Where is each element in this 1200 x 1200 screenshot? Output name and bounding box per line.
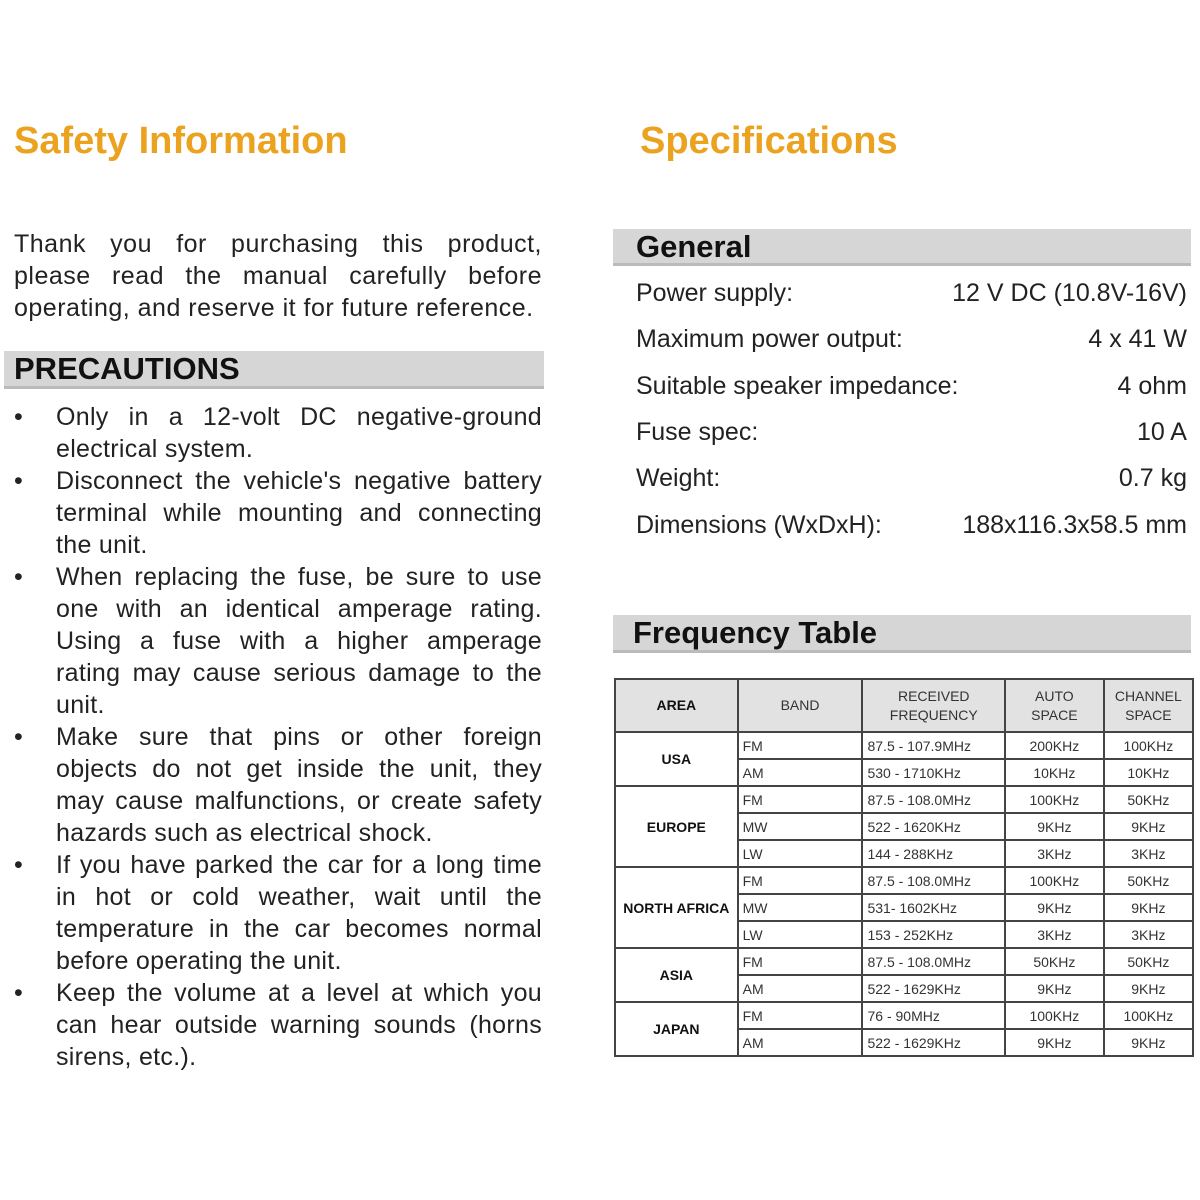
channel-space-cell: 9KHz	[1104, 894, 1193, 921]
frequency-cell: 531- 1602KHz	[862, 894, 1005, 921]
band-cell: FM	[738, 786, 863, 813]
frequency-table	[614, 678, 1194, 1057]
table-row	[615, 867, 1193, 894]
frequency-cell: 87.5 - 107.9MHz	[862, 732, 1005, 759]
column-header: BAND	[738, 679, 863, 732]
bullet-icon: •	[14, 979, 24, 1007]
auto-space-cell: 10KHz	[1005, 759, 1104, 786]
column-header: CHANNEL SPACE	[1104, 679, 1193, 732]
band-cell: LW	[738, 921, 863, 948]
band-cell: AM	[738, 975, 863, 1002]
channel-space-cell: 10KHz	[1104, 759, 1193, 786]
frequency-cell: 87.5 - 108.0MHz	[862, 867, 1005, 894]
band-cell: FM	[738, 948, 863, 975]
channel-space-cell: 9KHz	[1104, 1029, 1193, 1056]
precaution-item	[14, 401, 542, 465]
spec-label: Dimensions (WxDxH):	[636, 510, 882, 539]
column-header: AREA	[615, 679, 738, 732]
area-cell: JAPAN	[615, 1002, 738, 1056]
precautions-list	[14, 401, 542, 1073]
precaution-item	[14, 977, 542, 1073]
auto-space-cell: 9KHz	[1005, 1029, 1104, 1056]
channel-space-cell: 100KHz	[1104, 732, 1193, 759]
precaution-item	[14, 465, 542, 561]
frequency-cell: 530 - 1710KHz	[862, 759, 1005, 786]
frequency-cell: 76 - 90MHz	[862, 1002, 1005, 1029]
spec-value: 12 V DC (10.8V-16V)	[952, 279, 1187, 307]
spec-label: Fuse spec:	[636, 417, 759, 446]
frequency-cell: 522 - 1620KHz	[862, 813, 1005, 840]
frequency-cell: 87.5 - 108.0MHz	[862, 948, 1005, 975]
precaution-text: If you have parked the car for a long time in hot or cold weather, wait until the temperature in the car becomes normal before operating the unit.	[56, 851, 542, 975]
spec-value: 0.7 kg	[1118, 464, 1187, 493]
spec-row	[636, 325, 1187, 354]
table-row	[615, 786, 1193, 813]
channel-space-cell: 100KHz	[1104, 1002, 1193, 1029]
channel-space-cell: 9KHz	[1104, 975, 1193, 1002]
channel-space-cell: 50KHz	[1104, 786, 1193, 813]
precaution-text: Make sure that pins or other foreign objects do not get inside the unit, they may cause malfunctions, or create safety hazards such as electrical shock.	[56, 723, 542, 847]
auto-space-cell: 9KHz	[1005, 975, 1104, 1002]
frequency-cell: 522 - 1629KHz	[862, 1029, 1005, 1056]
spec-row	[636, 464, 1187, 493]
spec-value: 4 x 41 W	[1088, 325, 1187, 354]
area-cell: ASIA	[615, 948, 738, 1002]
band-cell: FM	[738, 732, 863, 759]
spec-value: 188x116.3x58.5 mm	[962, 510, 1187, 539]
auto-space-cell: 50KHz	[1005, 948, 1104, 975]
channel-space-cell: 50KHz	[1104, 867, 1193, 894]
auto-space-cell: 9KHz	[1005, 894, 1104, 921]
area-cell: NORTH AFRICA	[615, 867, 738, 948]
frequency-cell: 153 - 252KHz	[862, 921, 1005, 948]
frequency-cell: 522 - 1629KHz	[862, 975, 1005, 1002]
precaution-item	[14, 849, 542, 977]
frequency-table-heading: Frequency Table	[613, 615, 1191, 653]
precaution-item	[14, 561, 542, 721]
channel-space-cell: 3KHz	[1104, 921, 1193, 948]
column-header: RECEIVED FREQUENCY	[862, 679, 1005, 732]
precautions-heading: PRECAUTIONS	[4, 351, 544, 389]
spec-label: Power supply:	[636, 279, 794, 307]
precaution-item	[14, 721, 542, 849]
frequency-cell: 87.5 - 108.0MHz	[862, 786, 1005, 813]
spec-row	[636, 511, 1187, 540]
channel-space-cell: 3KHz	[1104, 840, 1193, 867]
table-row	[615, 948, 1193, 975]
bullet-icon: •	[14, 563, 24, 591]
spec-row	[636, 279, 1187, 308]
band-cell: AM	[738, 759, 863, 786]
spec-value: 10 A	[1136, 417, 1187, 446]
band-cell: MW	[738, 813, 863, 840]
auto-space-cell: 9KHz	[1005, 813, 1104, 840]
intro-text: Thank you for purchasing this product, please read the manual carefully before operating, and reserve it for future reference.	[14, 230, 542, 322]
bullet-icon: •	[14, 851, 24, 879]
band-cell: MW	[738, 894, 863, 921]
auto-space-cell: 100KHz	[1005, 786, 1104, 813]
band-cell: FM	[738, 867, 863, 894]
frequency-cell: 144 - 288KHz	[862, 840, 1005, 867]
spec-row	[636, 372, 1187, 401]
safety-title: Safety Information	[14, 120, 348, 162]
general-heading: General	[613, 229, 1191, 266]
auto-space-cell: 3KHz	[1005, 921, 1104, 948]
column-header: AUTO SPACE	[1005, 679, 1104, 732]
precaution-text: Keep the volume at a level at which you can hear outside warning sounds (horns sirens, etc.).	[56, 979, 542, 1071]
auto-space-cell: 100KHz	[1005, 1002, 1104, 1029]
spec-label: Weight:	[636, 464, 721, 493]
table-row	[615, 1002, 1193, 1029]
channel-space-cell: 50KHz	[1104, 948, 1193, 975]
auto-space-cell: 200KHz	[1005, 732, 1104, 759]
bullet-icon: •	[14, 467, 24, 495]
spec-label: Maximum power output:	[636, 325, 903, 354]
bullet-icon: •	[14, 403, 24, 431]
spec-label: Suitable speaker impedance:	[636, 371, 959, 400]
area-cell: EUROPE	[615, 786, 738, 867]
spec-value: 4 ohm	[1117, 371, 1187, 400]
precaution-text: Disconnect the vehicle's negative battery terminal while mounting and connecting the unit.	[56, 467, 542, 559]
auto-space-cell: 3KHz	[1005, 840, 1104, 867]
specifications-title: Specifications	[640, 120, 898, 162]
band-cell: LW	[738, 840, 863, 867]
precaution-text: When replacing the fuse, be sure to use one with an identical amperage rating. Using a fuse with a higher amperage rating may cause serious damage to the unit.	[56, 563, 542, 719]
spec-row	[636, 418, 1187, 447]
channel-space-cell: 9KHz	[1104, 813, 1193, 840]
area-cell: USA	[615, 732, 738, 786]
band-cell: FM	[738, 1002, 863, 1029]
bullet-icon: •	[14, 723, 24, 751]
band-cell: AM	[738, 1029, 863, 1056]
auto-space-cell: 100KHz	[1005, 867, 1104, 894]
table-row	[615, 732, 1193, 759]
precaution-text: Only in a 12-volt DC negative-ground electrical system.	[56, 403, 542, 463]
